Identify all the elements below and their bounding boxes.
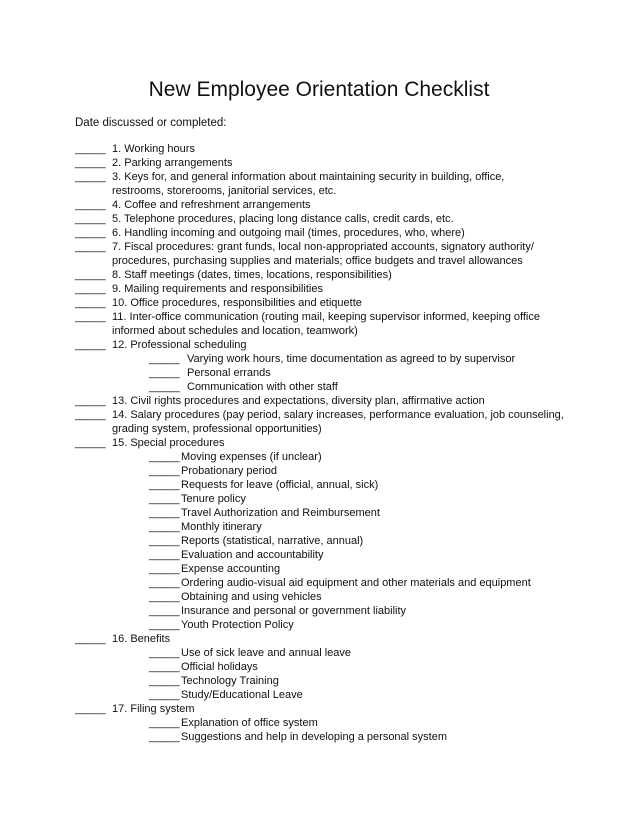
checkbox-blank-line: _____ (149, 493, 180, 505)
checklist-item-text: 13. Civil rights procedures and expectations, diversity plan, affirmative action (112, 395, 485, 407)
checklist-item-text: 12. Professional scheduling (112, 339, 247, 351)
checklist-item-text: Youth Protection Policy (181, 619, 294, 631)
checklist-item (75, 436, 555, 450)
checkbox-blank-line: _____ (75, 269, 106, 281)
checkbox-blank-line: _____ (149, 577, 180, 589)
checkbox-blank-line: _____ (75, 703, 106, 715)
checklist-item (75, 702, 555, 716)
checklist-item (75, 394, 555, 408)
checklist-item-text: 1. Working hours (112, 143, 195, 155)
checklist-item-text: 8. Staff meetings (dates, times, locations, responsibilities) (112, 269, 392, 281)
checklist-item-text: Insurance and personal or government liability (181, 605, 407, 617)
checklist-item-text: Explanation of office system (181, 717, 318, 729)
checklist-item-text: informed about schedules and location, teamwork) (112, 325, 358, 337)
checklist-item-text: Varying work hours, time documentation as agreed to by supervisor (187, 353, 516, 365)
checkbox-blank-line: _____ (149, 661, 180, 673)
checklist-item (75, 646, 555, 660)
checklist-item (75, 660, 555, 674)
checklist-item (75, 310, 555, 324)
checklist-item-text: 4. Coffee and refreshment arrangements (112, 199, 311, 211)
checkbox-blank-line: _____ (75, 395, 106, 407)
checkbox-blank-line: _____ (149, 689, 180, 701)
checklist-item-text: Monthly itinerary (181, 521, 262, 533)
checkbox-blank-line: _____ (149, 549, 180, 561)
checklist-item (75, 562, 555, 576)
checkbox-blank-line: _____ (75, 199, 106, 211)
checkbox-blank-line: _____ (149, 535, 180, 547)
checkbox-blank-line: _____ (149, 381, 180, 393)
checklist-item-text: Reports (statistical, narrative, annual) (181, 535, 364, 547)
checklist-item-text: 7. Fiscal procedures: grant funds, local non-appropriated accounts, signatory authority/ (112, 241, 534, 253)
checklist-item-text: 3. Keys for, and general information about maintaining security in building, office, (112, 171, 505, 183)
checkbox-blank-line: _____ (75, 157, 106, 169)
checklist-item (75, 156, 555, 170)
checklist-item-text: Ordering audio-visual aid equipment and other materials and equipment (181, 577, 531, 589)
checklist-item (75, 604, 555, 618)
checklist-item (75, 240, 555, 254)
checklist-item (75, 478, 555, 492)
checklist-item (75, 632, 555, 646)
checklist-item (75, 198, 555, 212)
checklist-item-text: 14. Salary procedures (pay period, salary increases, performance evaluation, job counseling, (112, 409, 564, 421)
checklist-item-text: 10. Office procedures, responsibilities and etiquette (112, 297, 362, 309)
checkbox-blank-line: _____ (149, 591, 180, 603)
checklist-item (75, 506, 555, 520)
checkbox-blank-line: _____ (149, 479, 180, 491)
checklist-item-continuation (75, 324, 555, 338)
checkbox-blank-line: _____ (149, 731, 180, 743)
checklist-item (75, 450, 555, 464)
checkbox-blank-line: _____ (149, 605, 180, 617)
checklist-item-continuation (75, 422, 555, 436)
checklist-item-text: Suggestions and help in developing a personal system (181, 731, 448, 743)
checklist-item-text: Requests for leave (official, annual, sick) (181, 479, 379, 491)
checkbox-blank-line: _____ (149, 367, 180, 379)
checklist-item-text: Tenure policy (181, 493, 246, 505)
checkbox-blank-line: _____ (75, 283, 106, 295)
checklist-item (75, 408, 564, 422)
checklist-item-text: Personal errands (187, 367, 271, 379)
checklist-item (75, 492, 555, 506)
checklist-item-text: Probationary period (181, 465, 278, 477)
checklist-item (75, 730, 555, 744)
checklist-item (75, 170, 555, 184)
checkbox-blank-line: _____ (75, 143, 106, 155)
checkbox-blank-line: _____ (149, 563, 180, 575)
checkbox-blank-line: _____ (149, 521, 180, 533)
checkbox-blank-line: _____ (75, 311, 106, 323)
page-title: New Employee Orientation Checklist (148, 78, 490, 101)
checklist-item (75, 352, 555, 366)
checklist-item-continuation (75, 254, 555, 268)
checklist-item (75, 282, 555, 296)
checkbox-blank-line: _____ (149, 647, 180, 659)
checklist-item (75, 716, 555, 730)
checklist-item-text: 2. Parking arrangements (112, 157, 233, 169)
checklist-item (75, 688, 555, 702)
checklist-item (75, 618, 555, 632)
checklist-item (75, 590, 555, 604)
checklist-item-text: 11. Inter-office communication (routing mail, keeping supervisor informed, keeping office (112, 311, 540, 323)
checklist-item-text: restrooms, storerooms, janitorial services, etc. (112, 185, 337, 197)
checklist-item (75, 338, 555, 352)
checkbox-blank-line: _____ (75, 171, 106, 183)
checklist-item-text: 9. Mailing requirements and responsibilities (112, 283, 323, 295)
checkbox-blank-line: _____ (149, 507, 180, 519)
checklist-item-text: grading system, professional opportunities) (112, 423, 322, 435)
checklist-item-text: Travel Authorization and Reimbursement (181, 507, 380, 519)
checklist-item (75, 212, 555, 226)
checklist-item (75, 142, 555, 156)
checklist-item (75, 226, 555, 240)
checklist-item-text: 17. Filing system (112, 703, 195, 715)
checklist-item-text: Evaluation and accountability (181, 549, 324, 561)
date-label: Date discussed or completed: (75, 117, 227, 129)
checklist-item (75, 296, 555, 310)
checklist-item-text: Expense accounting (181, 563, 281, 575)
checklist-item (75, 380, 555, 394)
checklist-item-continuation (75, 184, 555, 198)
checklist-item-text: 15. Special procedures (112, 437, 225, 449)
checklist-item-text: 6. Handling incoming and outgoing mail (times, procedures, who, where) (112, 227, 465, 239)
checklist-item-text: Use of sick leave and annual leave (181, 647, 351, 659)
checklist-item (75, 268, 555, 282)
checkbox-blank-line: _____ (75, 227, 106, 239)
checklist-item-text: 5. Telephone procedures, placing long distance calls, credit cards, etc. (112, 213, 454, 225)
checkbox-blank-line: _____ (149, 451, 180, 463)
checkbox-blank-line: _____ (75, 339, 106, 351)
checkbox-blank-line: _____ (75, 437, 106, 449)
checkbox-blank-line: _____ (75, 409, 106, 421)
checklist-item (75, 576, 555, 590)
checklist-item-text: Moving expenses (if unclear) (181, 451, 322, 463)
checklist (75, 142, 564, 744)
checkbox-blank-line: _____ (75, 297, 106, 309)
checkbox-blank-line: _____ (149, 619, 180, 631)
checklist-item-text: Obtaining and using vehicles (181, 591, 322, 603)
checkbox-blank-line: _____ (149, 675, 180, 687)
checklist-item-text: 16. Benefits (112, 633, 171, 645)
checklist-item (75, 674, 555, 688)
checklist-item (75, 366, 555, 380)
checklist-item (75, 534, 555, 548)
checkbox-blank-line: _____ (75, 213, 106, 225)
checkbox-blank-line: _____ (149, 717, 180, 729)
checklist-item-text: Technology Training (181, 675, 279, 687)
checkbox-blank-line: _____ (75, 633, 106, 645)
checklist-item-text: Official holidays (181, 661, 258, 673)
checkbox-blank-line: _____ (149, 465, 180, 477)
checklist-item-text: Study/Educational Leave (181, 689, 303, 701)
checklist-item (75, 520, 555, 534)
checkbox-blank-line: _____ (149, 353, 180, 365)
checklist-item-text: Communication with other staff (187, 381, 338, 393)
checkbox-blank-line: _____ (75, 241, 106, 253)
checklist-item-text: procedures, purchasing supplies and materials; office budgets and travel allowances (112, 255, 523, 267)
checklist-item (75, 548, 555, 562)
checklist-item (75, 464, 555, 478)
